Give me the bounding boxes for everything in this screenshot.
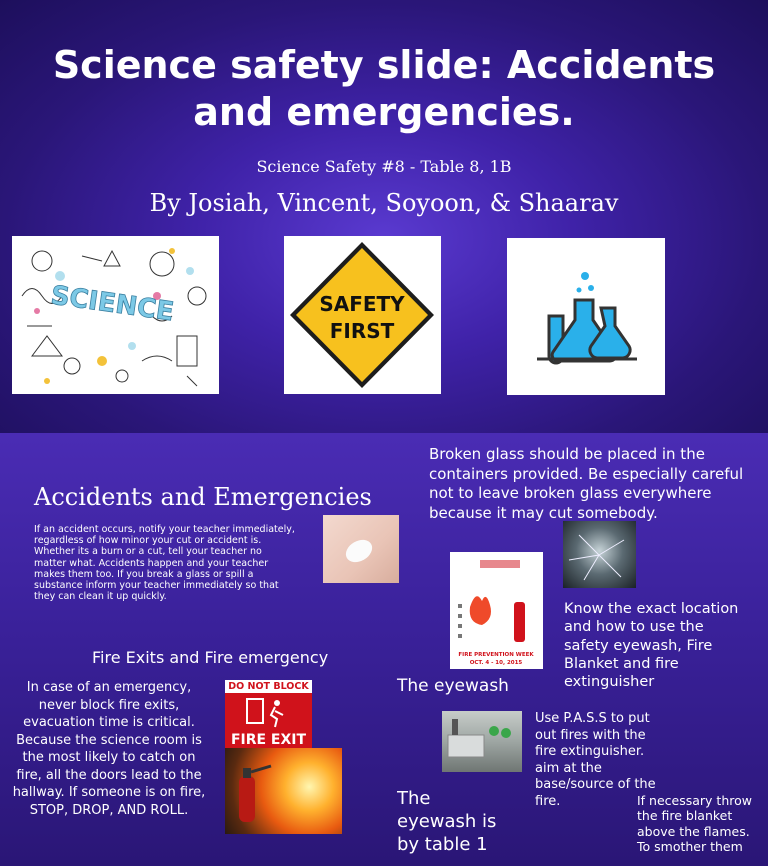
fire-exit-sign	[225, 680, 312, 748]
know-location-text: Know the exact location and how to use the safety eyewash, Fire Blanket and fire extinguisher	[564, 601, 739, 691]
fire-sign-top-band: DO NOT BLOCK	[225, 680, 312, 693]
bandaid-image	[323, 515, 399, 583]
poster-dates: OCT. 4 - 10, 2015	[469, 660, 523, 666]
accidents-heading: Accidents and Emergencies	[34, 483, 372, 511]
content-slide	[0, 433, 768, 866]
accident-paragraph: If an accident occurs, notify your teacher immediately, regardless of how minor your cut or accident is. Whether its a burn or a cut, tell your teacher no matter what. Accidents happen and your teacher makes them too. If you break a glass or spill a substance inform your teacher immediately so that they can clean it up quickly.	[34, 524, 295, 603]
poster-title: FIRE PREVENTION WEEK	[458, 652, 534, 658]
safety-first-image	[284, 236, 441, 394]
flasks-image	[507, 238, 665, 395]
authors-line: By Josiah, Vincent, Soyoon, & Shaarav	[149, 189, 619, 217]
fire-heading: Fire Exits and Fire emergency	[92, 648, 329, 667]
sign-line-1: SAFETY	[319, 292, 405, 316]
eyewash-location-text: The eyewash is by table 1	[397, 788, 497, 855]
broken-glass-image	[563, 521, 636, 588]
science-word: SCIENCE	[48, 280, 176, 328]
fire-sign-bottom-band: FIRE EXIT	[230, 732, 307, 748]
slide-subtitle: Science Safety #8 - Table 8, 1B	[256, 157, 512, 176]
science-doodle-art	[12, 236, 219, 394]
slide-title: Science safety slide: Accidents and emergencies.	[52, 43, 716, 134]
eyewash-label: The eyewash	[397, 676, 509, 696]
fire-blanket-text: If necessary throw the fire blanket above the flames. To smother them	[637, 793, 752, 854]
fire-prevention-poster	[450, 552, 543, 669]
extinguisher-photo	[225, 748, 342, 834]
sign-line-2: FIRST	[329, 319, 395, 343]
fire-paragraph: In case of an emergency, never block fire exits, evacuation time is critical. Because the science room is the most likely to catch on fire, all the doors lead to the hallway. If someone is on fire, STOP, DROP, AND ROLL.	[12, 680, 206, 818]
science-doodle-image	[12, 236, 219, 394]
eyewash-photo	[442, 711, 522, 772]
broken-glass-text: Broken glass should be placed in the containers provided. Be especially careful not to leave broken glass everywhere because it may cut somebody.	[429, 445, 744, 522]
pass-text: Use P.A.S.S to put out fires with the fire extinguisher. aim at the base/source of the fire.	[535, 711, 656, 809]
flask-icon	[507, 238, 665, 395]
